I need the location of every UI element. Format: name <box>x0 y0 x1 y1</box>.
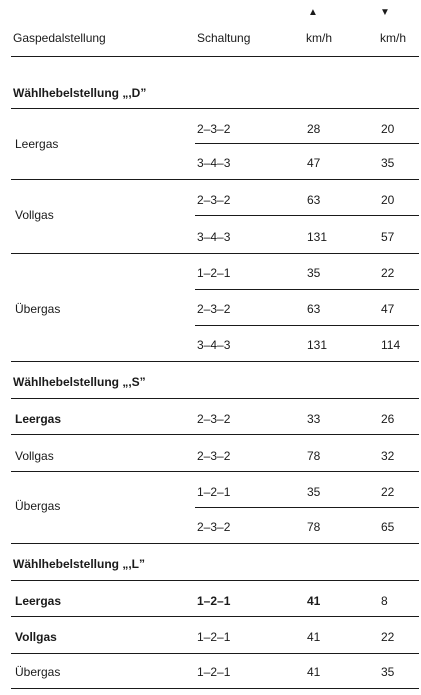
header-schaltung: Schaltung <box>197 31 251 45</box>
cell-shift: 3–4–3 <box>197 230 231 244</box>
section-rule <box>11 361 419 362</box>
cell-shift: 2–3–2 <box>197 412 231 426</box>
group-label: Vollgas <box>15 630 57 644</box>
cell-up: 41 <box>307 630 321 644</box>
cell-shift: 3–4–3 <box>197 156 231 170</box>
group-label: Vollgas <box>15 449 54 463</box>
section-rule <box>11 580 419 581</box>
cell-down: 65 <box>381 520 395 534</box>
cell-shift: 2–3–2 <box>197 193 231 207</box>
cell-up: 35 <box>307 266 321 280</box>
header-up-unit: km/h <box>306 31 333 45</box>
cell-up: 78 <box>307 520 321 534</box>
row-rule <box>195 215 419 216</box>
cell-up: 33 <box>307 412 321 426</box>
cell-up: 35 <box>307 485 321 499</box>
cell-up: 41 <box>307 594 321 608</box>
group-label: Vollgas <box>15 208 54 222</box>
row-rule <box>195 143 419 144</box>
header-gaspedal: Gaspedalstellung <box>13 31 106 45</box>
row-rule <box>195 507 419 508</box>
group-rule <box>11 653 419 654</box>
group-rule <box>11 471 419 472</box>
group-rule <box>11 434 419 435</box>
cell-down: 22 <box>381 630 395 644</box>
cell-down: 114 <box>381 338 401 352</box>
cell-shift: 1–2–1 <box>197 485 231 499</box>
cell-shift: 1–2–1 <box>197 594 231 608</box>
cell-up: 131 <box>307 230 328 244</box>
triangle-up-icon: ▲ <box>308 7 318 18</box>
group-rule <box>11 179 419 180</box>
cell-up: 78 <box>307 449 321 463</box>
cell-down: 32 <box>381 449 395 463</box>
group-rule <box>11 616 419 617</box>
cell-down: 22 <box>381 266 395 280</box>
group-label: Leergas <box>15 137 59 151</box>
section-rule <box>11 543 419 544</box>
group-rule <box>11 253 419 254</box>
triangle-down-icon: ▼ <box>380 7 390 18</box>
cell-shift: 3–4–3 <box>197 338 231 352</box>
cell-down: 20 <box>381 122 395 136</box>
cell-shift: 1–2–1 <box>197 630 231 644</box>
cell-down: 22 <box>381 485 395 499</box>
cell-shift: 1–2–1 <box>197 665 231 679</box>
group-label: Übergas <box>15 302 61 316</box>
row-rule <box>195 289 419 290</box>
group-label: Übergas <box>15 665 61 679</box>
cell-up: 63 <box>307 302 321 316</box>
cell-down: 35 <box>381 156 395 170</box>
section-title-s: Wählhebelstellung „,S” <box>13 375 146 389</box>
section-rule <box>11 398 419 399</box>
row-rule <box>195 325 419 326</box>
cell-shift: 2–3–2 <box>197 122 231 136</box>
cell-down: 47 <box>381 302 395 316</box>
cell-shift: 1–2–1 <box>197 266 231 280</box>
cell-up: 28 <box>307 122 321 136</box>
group-label: Leergas <box>15 594 62 608</box>
cell-down: 57 <box>381 230 395 244</box>
section-title-d: Wählhebelstellung „,D” <box>13 86 147 100</box>
cell-shift: 2–3–2 <box>197 520 231 534</box>
cell-up: 63 <box>307 193 321 207</box>
bottom-rule <box>11 688 419 689</box>
cell-shift: 2–3–2 <box>197 449 231 463</box>
cell-down: 8 <box>381 594 388 608</box>
cell-up: 47 <box>307 156 321 170</box>
cell-down: 26 <box>381 412 395 426</box>
header-rule <box>11 56 419 57</box>
section-rule <box>11 108 419 109</box>
group-label: Leergas <box>15 412 62 426</box>
cell-shift: 2–3–2 <box>197 302 231 316</box>
group-label: Übergas <box>15 499 61 513</box>
cell-up: 131 <box>307 338 328 352</box>
section-title-l: Wählhebelstellung „,L” <box>13 557 146 571</box>
cell-up: 41 <box>307 665 321 679</box>
header-down-unit: km/h <box>380 31 407 45</box>
cell-down: 20 <box>381 193 395 207</box>
cell-down: 35 <box>381 665 395 679</box>
